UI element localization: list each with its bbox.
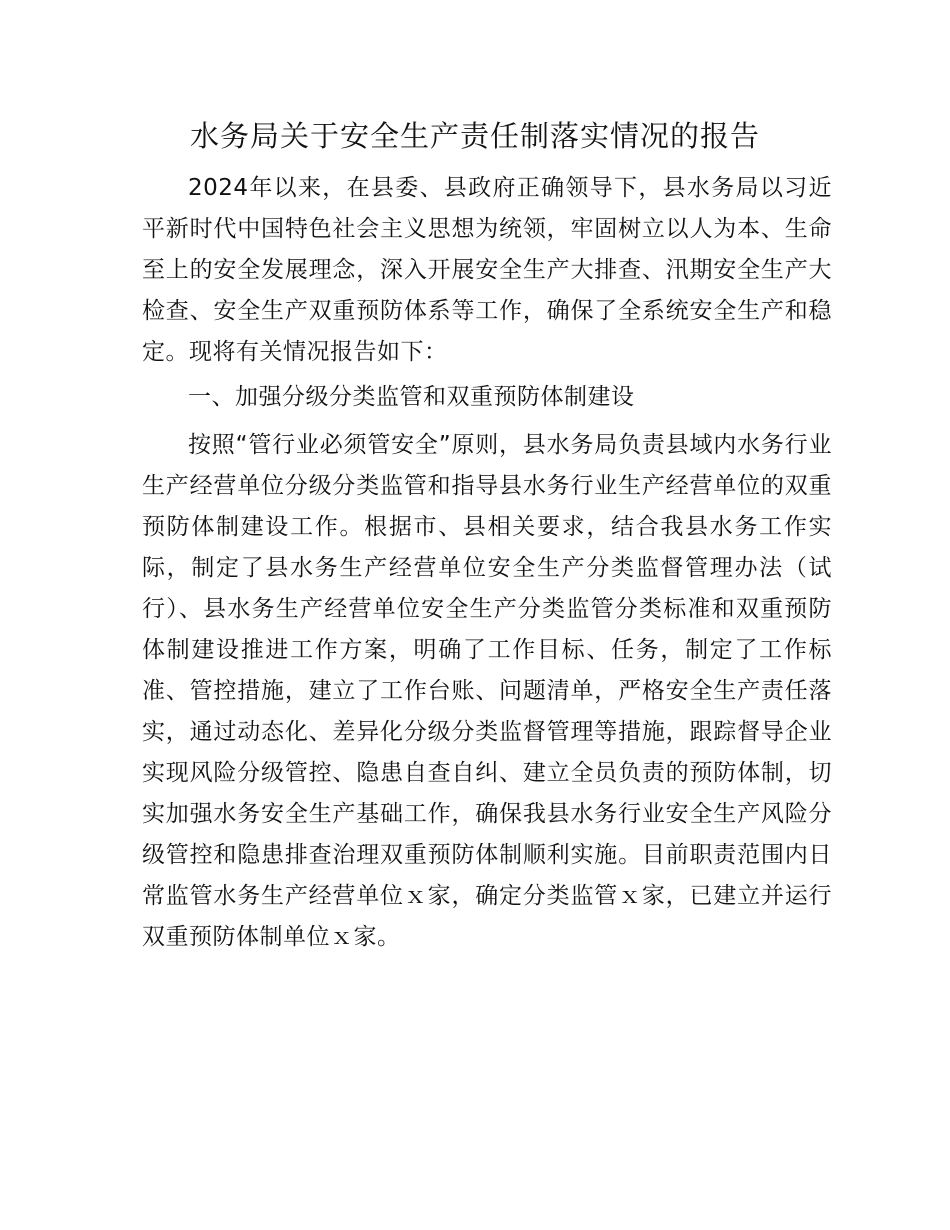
document-body: [142, 168, 832, 958]
intro-paragraph: 2024年以来，在县委、县政府正确领导下，县水务局以习近平新时代中国特色社会主义思想为统领，牢固树立以人为本、生命至上的安全发展理念，深入开展安全生产大排查、汛期安全生产大检查、安全生产双重预防体系等工作，确保了全系统安全生产和稳定。现将有关情况报告如下：: [142, 175, 832, 365]
section-paragraph: 按照“管行业必须管安全”原则，县水务局负责县域内水务行业生产经营单位分级分类监管和指导县水务行业生产经营单位的双重预防体制建设工作。根据市、县相关要求，结合我县水务工作实际，制定了县水务生产经营单位安全生产分类监督管理办法（试行）、县水务生产经营单位安全生产分类监管分类标准和双重预防体制建设推进工作方案，明确了工作目标、任务，制定了工作标准、管控措施，建立了工作台账、问题清单，严格安全生产责任落实，通过动态化、差异化分级分类监督管理等措施，跟踪督导企业实现风险分级管控、隐患自查自纠、建立全员负责的预防体制，切实加强水务安全生产基础工作，确保我县水务行业安全生产风险分级管控和隐患排查治理双重预防体制顺利实施。目前职责范围内日常监管水务生产经营单位ｘ家，确定分类监管ｘ家，已建立并运行双重预防体制单位ｘ家。: [142, 432, 832, 950]
section-heading: 一、加强分级分类监管和双重预防体制建设: [188, 384, 635, 410]
document-title: 水务局关于安全生产责任制落实情况的报告: [189, 119, 760, 153]
